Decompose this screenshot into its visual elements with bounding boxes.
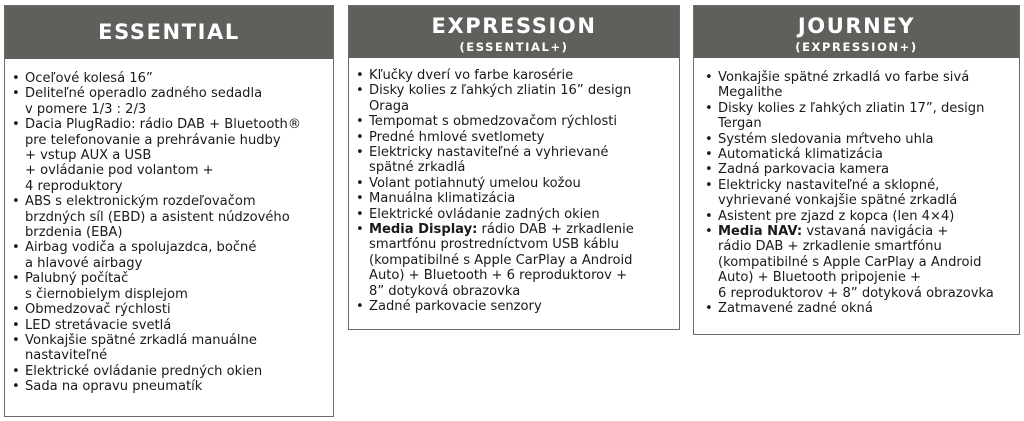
feature-item [700,132,1019,147]
feature-item-text: Disky kolies z ľahkých zliatin 17”, design Tergan [718,100,985,132]
feature-item-text: Oceľové kolesá 16” [25,71,153,86]
feature-item-text: Dacia PlugRadio: rádio DAB + Bluetooth® pre telefonovanie a prehrávanie hudby + vstup AUX a USB + ovládanie pod volantom + 4 reproduktory [25,117,301,194]
trim-column-journey [693,5,1020,335]
feature-item [7,333,333,364]
feature-item [700,301,1019,316]
feature-item [700,147,1019,162]
feature-item-text: Elektrické ovládanie zadných okien [369,206,600,222]
feature-item-text: Deliteľné operadlo zadného sedadla v pomere 1/3 : 2/3 [25,86,263,117]
trim-column-essential [4,5,334,417]
feature-item [351,68,679,83]
feature-item-text: Airbag vodiča a spolujazdca, bočné a hlavové airbagy [25,240,257,271]
feature-item-text: rádio DAB + zrkadlenie smartfónu prostredníctvom USB káblu (kompatibilné s Apple CarPlay a Android Auto) + Bluetooth + 6 reproduktorov + 8” dotyková obrazovka [369,222,634,299]
feature-item-text: LED stretávacie svetlá [25,317,172,333]
feature-item-text: Zadná parkovacia kamera [718,162,890,178]
feature-item-text: Zadné parkovacie senzory [369,299,542,315]
feature-item-text: Kľučky dverí vo farbe karosérie [369,68,574,83]
feature-item [7,318,333,333]
feature-item-text: Disky kolies z ľahkých zliatin 16” design Oraga [369,83,632,114]
column-subtitle: (EXPRESSION+) [795,40,918,54]
feature-item-text: Tempomat s obmedzovačom rýchlosti [369,114,618,130]
feature-item [700,224,1019,301]
feature-item [7,194,333,240]
feature-item [7,271,333,302]
feature-item [700,101,1019,132]
feature-item-text: Elektricky nastaviteľné a vyhrievané spätné zrkadlá [369,145,609,176]
feature-item-text: Vonkajšie spätné zrkadlá manuálne nastaviteľné [25,332,257,364]
column-subtitle: (ESSENTIAL+) [459,40,569,54]
feature-item-text: Vonkajšie spätné zrkadlá vo farbe sivá Megalithe [718,70,970,101]
feature-item-text: Palubný počítač s čiernobielym displejom [25,271,188,302]
feature-item-text: Manuálna klimatizácia [369,191,516,207]
feature-item [700,209,1019,224]
feature-item [351,145,679,176]
feature-item-text: Asistent pre zjazd z kopca (len 4×4) [718,208,955,224]
trim-column-expression [348,5,680,330]
feature-item [351,114,679,129]
feature-item [351,299,679,314]
column-title: JOURNEY [797,14,916,38]
feature-list [5,59,333,395]
feature-item [7,71,333,86]
feature-item [7,117,333,194]
feature-item-text: Volant potiahnutý umelou kožou [369,175,581,191]
column-header [694,6,1019,58]
feature-item [351,83,679,114]
feature-item [351,130,679,145]
feature-item [7,240,333,271]
feature-item-label: Media Display: [369,222,478,238]
feature-item [7,302,333,317]
feature-item-text: Elektrické ovládanie predných okien [25,363,263,379]
feature-item-text: Sada na opravu pneumatík [25,379,203,395]
feature-item-text: ABS s elektronickým rozdeľovačom brzdných síl (EBD) a asistent núdzového brzdenia (EBA) [25,194,290,241]
column-title: ESSENTIAL [98,20,240,44]
column-header [349,6,679,58]
feature-item [700,70,1019,101]
column-header [5,6,333,59]
feature-item [351,207,679,222]
feature-item-text: Predné hmlové svetlomety [369,129,545,145]
feature-item-text: Elektricky nastaviteľné a sklopné, vyhrievané vonkajšie spätné zrkadlá [718,177,958,209]
feature-item-label: Media NAV: [718,224,803,240]
feature-item [7,86,333,117]
feature-item [351,191,679,206]
feature-item [351,222,679,299]
column-title: EXPRESSION [431,14,597,38]
feature-item [351,176,679,191]
feature-item-text: Automatická klimatizácia [718,147,883,163]
feature-item-text: Obmedzovač rýchlosti [25,302,171,318]
feature-list [694,58,1019,317]
feature-item [700,162,1019,177]
feature-item [7,364,333,379]
feature-list [349,58,679,315]
feature-item-text: vstavaná navigácia + rádio DAB + zrkadlenie smartfónu (kompatibilné s Apple CarPlay a Android Auto) + Bluetooth pripojenie + 6 reproduktorov + 8” dotyková obrazovka [718,224,994,301]
feature-item-text: Zatmavené zadné okná [718,301,873,317]
feature-item [700,178,1019,209]
feature-item-text: Systém sledovania mŕtveho uhla [718,131,934,147]
feature-item [7,379,333,394]
